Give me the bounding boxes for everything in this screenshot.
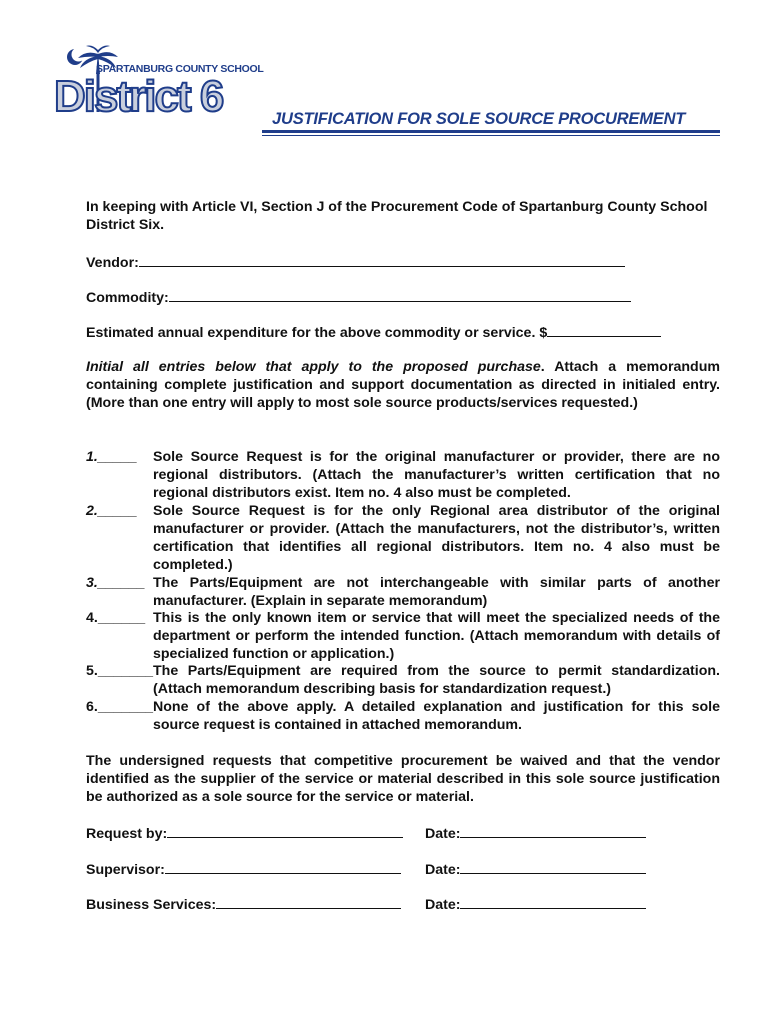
commodity-field [86,287,720,307]
item-text: The Parts/Equipment are required from the source to permit standardization. (Attach memorandum describing basis for standardization request.) [153,663,720,697]
expenditure-field [86,322,720,342]
instructions-paragraph [86,358,720,412]
item-text: Sole Source Request is for the original manufacturer or provider, there are no regional distributors. (Attach the manufacturer’s written certification that no regional distributors exist. Item no. 4 also must be completed. [153,449,720,501]
date-line[interactable] [460,823,646,838]
vendor-field [86,252,720,272]
instructions-italic: Initial all entries below that apply to the proposed purchase [86,359,541,375]
date-label: Date: [425,862,461,878]
item-initial-line[interactable]: 1._____ [86,449,138,465]
signature-row-supervisor [86,859,720,879]
business-services-label: Business Services: [86,897,217,913]
item-initial-line[interactable]: 3.______ [86,575,146,591]
date-line[interactable] [460,894,646,909]
date-label: Date: [425,897,461,913]
request-by-line[interactable] [167,823,403,838]
expenditure-input-line[interactable] [547,322,661,337]
title-underline-thin [262,135,720,136]
logo-main-text: District 6 [54,72,223,121]
item-initial-line[interactable]: 2._____ [86,503,138,519]
supervisor-label: Supervisor: [86,862,165,878]
commodity-label: Commodity: [86,290,169,306]
list-item [86,448,720,502]
list-item [86,662,720,698]
item-initial-line[interactable]: 4.______ [86,610,146,626]
closing-paragraph: The undersigned requests that competitive procurement be waived and that the vendor identified as the supplier of the service or material described in this sole source justification be authorized as a sole source for the service or material. [86,753,720,805]
vendor-label: Vendor: [86,255,139,271]
list-item [86,502,720,574]
request-by-label: Request by: [86,826,168,842]
item-text: The Parts/Equipment are not interchangeable with similar parts of another manufacturer. (Explain in separate memorandum) [153,575,720,609]
vendor-input-line[interactable] [139,252,625,267]
date-line[interactable] [460,859,646,874]
supervisor-line[interactable] [165,859,401,874]
title-underline [262,130,720,133]
date-label: Date: [425,826,461,842]
page-title: JUSTIFICATION FOR SOLE SOURCE PROCUREMENT [272,110,686,128]
item-text: Sole Source Request is for the only Regional area distributor of the original manufacturer or provider. (Attach the manufacturers, not the distributor’s, written certification that identifies all regional distributors. Item no. 4 also must be completed.) [153,503,720,573]
district-logo [52,44,262,130]
logo-top-text: SPARTANBURG COUNTY SCHOOL [96,63,264,75]
commodity-input-line[interactable] [169,287,631,302]
item-initial-line[interactable]: 6._______ [86,699,154,715]
item-initial-line[interactable]: 5._______ [86,663,154,679]
business-services-line[interactable] [216,894,401,909]
list-item [86,574,720,610]
instructions-rest: . Attach a memorandum containing complete justification and support documentation as directed in initialed entry. (More than one entry will apply to most sole source products/services requested.) [86,359,720,411]
signature-row-business-services [86,894,720,914]
expenditure-label: Estimated annual expenditure for the above commodity or service. $ [86,325,548,341]
item-text: This is the only known item or service that will meet the specialized needs of the department or perform the intended function. (Attach memorandum with details of specialized function or application.) [153,610,720,662]
signature-row-request [86,823,720,843]
list-item [86,698,720,734]
intro-paragraph: In keeping with Article VI, Section J of the Procurement Code of Spartanburg County School District Six. [86,199,708,233]
item-text: None of the above apply. A detailed explanation and justification for this sole source request is contained in attached memorandum. [153,699,720,733]
list-item [86,609,720,663]
